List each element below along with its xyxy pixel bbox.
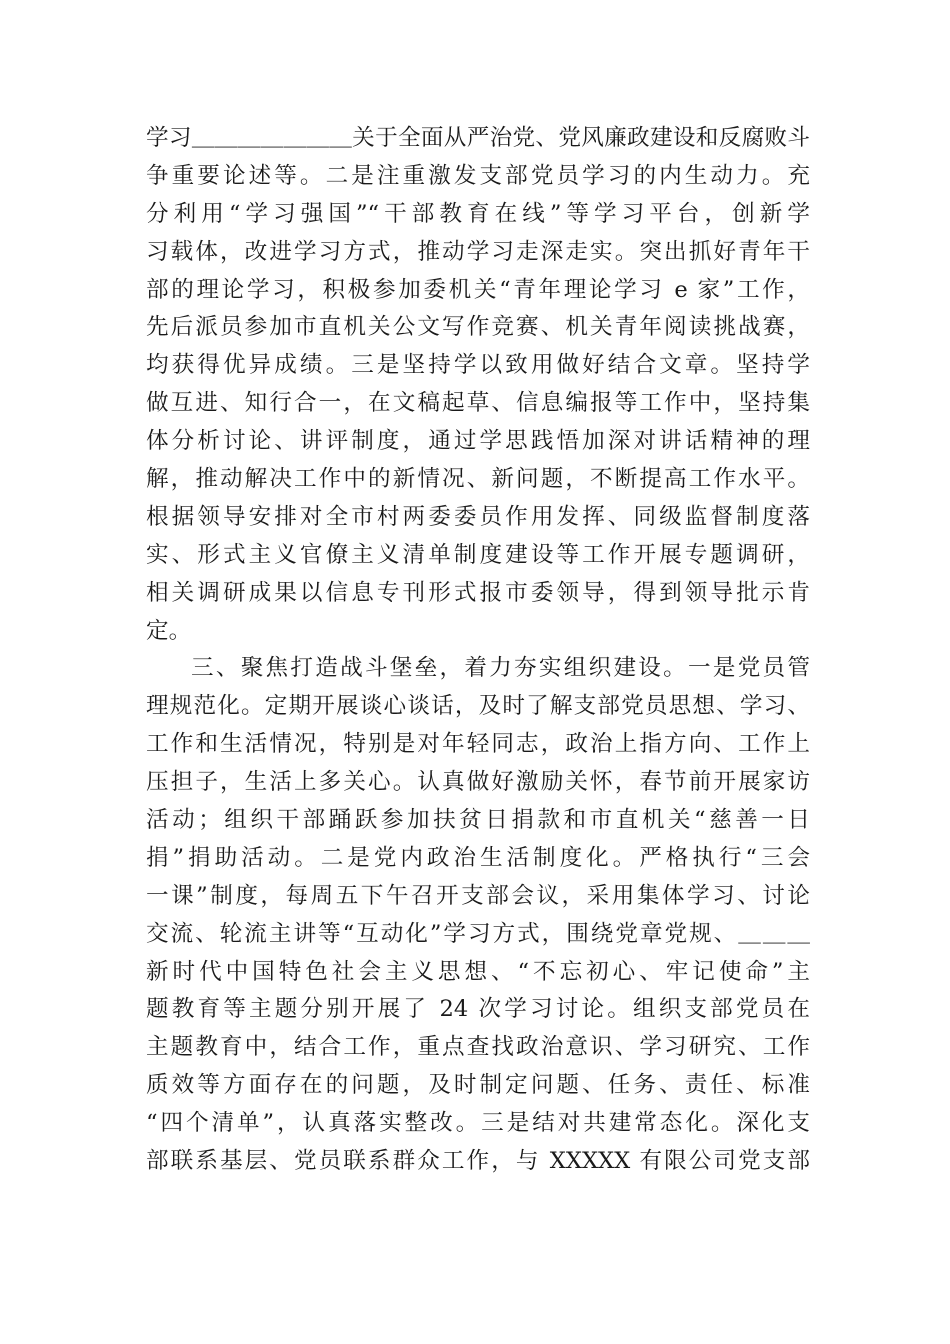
text-line: 习载体，改进学习方式，推动学习走深走实。突出抓好青年干: [146, 238, 810, 265]
text-line: 分利用“学习强国”“干部教育在线”等学习平台，创新学: [146, 200, 810, 227]
text-line: 相关调研成果以信息专刊形式报市委领导，得到领导批示肯: [146, 579, 810, 606]
text-line: 部联系基层、党员联系群众工作，与 XXXXX 有限公司党支部: [146, 1148, 810, 1175]
text-line: 三、聚焦打造战斗堡垒，着力夯实组织建设。一是党员管: [191, 655, 810, 682]
text-line: 一课”制度，每周五下午召开支部会议，采用集体学习、讨论: [146, 882, 810, 909]
text-line: 捐”捐助活动。二是党内政治生活制度化。严格执行“三会: [146, 844, 810, 871]
text-line: 新时代中国特色社会主义思想、“不忘初心、牢记使命”主: [146, 958, 810, 985]
text-line: 质效等方面存在的问题，及时制定问题、任务、责任、标准: [146, 1072, 810, 1099]
text-line: 均获得优异成绩。三是坚持学以致用做好结合文章。坚持学: [146, 352, 810, 379]
text-line: 解，推动解决工作中的新情况、新问题，不断提高工作水平。: [146, 466, 810, 493]
text-line: 部的理论学习，积极参加委机关“青年理论学习 e 家”工作，: [146, 276, 810, 303]
text-line: 学习＿＿＿＿＿＿＿关于全面从严治党、党风廉政建设和反腐败斗: [146, 125, 810, 151]
text-line: “四个清单”，认真落实整改。三是结对共建常态化。深化支: [146, 1110, 810, 1137]
text-line: 题教育等主题分别开展了 24 次学习讨论。组织支部党员在: [146, 996, 810, 1023]
text-line: 活动；组织干部踊跃参加扶贫日捐款和市直机关“慈善一日: [146, 807, 810, 834]
text-line: 主题教育中，结合工作，重点查找政治意识、学习研究、工作: [146, 1034, 810, 1061]
text-line: 做互进、知行合一，在文稿起草、信息编报等工作中，坚持集: [146, 390, 810, 417]
text-line: 定。: [146, 617, 192, 644]
text-line: 体分析讨论、讲评制度，通过学思践悟加深对讲话精神的理: [146, 428, 810, 455]
text-line: 理规范化。定期开展谈心谈话，及时了解支部党员思想、学习、: [146, 693, 810, 720]
text-line: 根据领导安排对全市村两委委员作用发挥、同级监督制度落: [146, 503, 810, 530]
text-line: 先后派员参加市直机关公文写作竞赛、机关青年阅读挑战赛，: [146, 314, 810, 341]
text-line: 实、形式主义官僚主义清单制度建设等工作开展专题调研，: [146, 541, 810, 568]
text-line: 交流、轮流主讲等“互动化”学习方式，围绕党章党规、＿＿＿: [146, 920, 810, 947]
text-line: 压担子，生活上多关心。认真做好激励关怀，春节前开展家访: [146, 769, 810, 796]
text-line: 工作和生活情况，特别是对年轻同志，政治上指方向、工作上: [146, 731, 810, 758]
document-body: [146, 120, 810, 1181]
text-line: 争重要论述等。二是注重激发支部党员学习的内生动力。充: [146, 162, 810, 189]
